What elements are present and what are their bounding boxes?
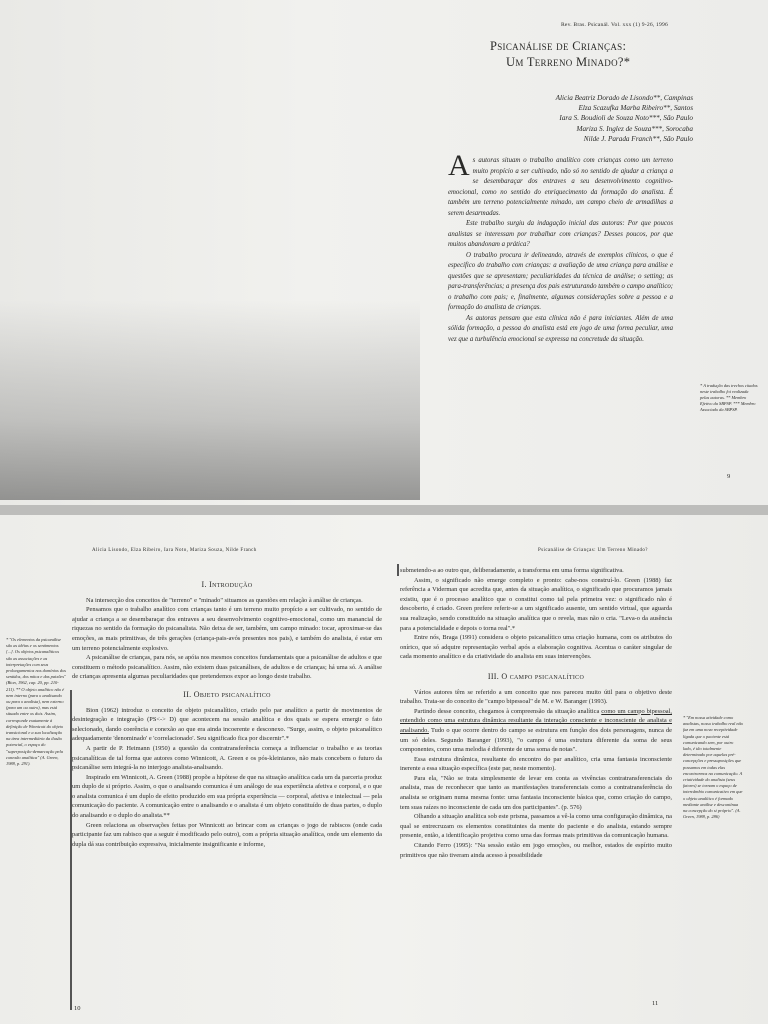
author-4: Mariza S. Inglez de Souza***, Sorocaba <box>576 124 693 133</box>
paragraph: Inspirado em Winnicott, A. Green (1988) propõe a hipótese de que na situação analítica cada um da parceria produz um duplo de si próprio. Assim, o que o analisando comunica é um análogo de sua experiência afetiva e corporal, e o que o analista comunica é um duplo de efeito produzido em sua própria experiência — corporal, afetiva e intelectual — pela comunicação do paciente. A comunicação entre o analisando e o analista é um objeto constituído de duas partes, o duplo do analisando e o duplo do analista.** <box>72 773 382 820</box>
title-line-1: Psicanálise de Crianças: <box>490 39 627 53</box>
paragraph: Na intersecção dos conceitos de "terreno" e "minado" situamos as questões em relação à análise de crianças. <box>86 596 363 604</box>
abstract-paragraph-3: O trabalho procura ir delineando, através de exemplos clínicos, o que é específico do trabalho com crianças: a avaliação de uma criança para análise e questões que se apresentam; peculiaridades da técnica de análise; o setting; as para-transferências; a presença dos pais estruturando também o campo analítico; o trabalho com pais; e, finalmente, algumas considerações sobre a pessoa e a formação do analista de crianças. <box>448 251 673 311</box>
paragraph: Citando Ferro (1995): "Na sessão estão em jogo emoções, ou melhor, estados de espírito muito primitivos que não tiveram ainda acesso à possibilidade <box>400 842 672 859</box>
underlined-passage: como um campo bipessoal, entendido como uma estrutura dinâmica resultante da interação consciente e inconsciente de analista e analisando. <box>400 707 672 734</box>
abstract-paragraph-4: As autoras pensam que esta clínica não é para iniciantes. Além de uma sólida formação, a pessoa do analista está em jogo de uma forma peculiar, uma vez que a turbulência emocional se expressa na concretude da situação. <box>448 314 673 343</box>
page-number-left: 10 <box>74 1005 81 1012</box>
sidenote-left: * "Os elementos da psicanálise são as idéias e os sentimentos [...]. Os objetos psicanalíticos são as associações e as interpretações com seus prolongamentos nos domínios dos sentidos, dos mitos e das paixões" (Bion, 1962, cap. 20, pp. 210-211). ** O objeto analítico não é nem interno (para o analisando ou para o analista), nem externo (para um ou outro), mas está situado entre os dois. Assim, corresponde exatamente à definição de Winnicott do objeto transicional e a sua localização na área intermediária da ilusão potencial, o espaço do "superposição-demarcação pela conexão analítica" (A. Green, 1988, p. 291). <box>6 637 66 767</box>
author-1: Alicia Beatriz Dorado de Lisondo**, Campinas <box>555 94 693 102</box>
author-3: Iara S. Boudioli de Souza Noto***, São Paulo <box>559 114 693 123</box>
paragraph: A psicanálise de crianças, para nós, se apóia nos mesmos conceitos fundamentais que a psicanálise de adultos e que constituem o método psicanalítico. Assim, não existem duas psicanálises, de adultos e de crianças; há uma só. A análise de crianças apresenta algumas peculiaridades que pretendemos expor ao longo deste trabalho. <box>72 654 382 681</box>
left-column <box>72 578 382 849</box>
running-head-left: Alicia Lisondo, Elza Ribeiro, Iara Noto, Mariza Souza, Nilde Franch <box>92 548 257 553</box>
title-line-2: Um Terreno Minado?* <box>506 55 631 69</box>
paragraph: Entre nós, Braga (1991) considera o objeto psicanalítico uma criação humana, com os atributos do onírico, que só adquire representação verbal após a elaboração cognitiva. Acentua o caráter singular de cada momento analítico e da criatividade do analista em suas intervenções. <box>400 634 672 661</box>
abstract <box>448 149 673 345</box>
section-heading-psychoanalytic-object: II. Objeto psicanalítico <box>183 689 271 699</box>
right-column <box>400 566 672 860</box>
paragraph: Bion (1962) introduz o conceito de objeto psicanalítico, criado pelo par analítico a partir de movimentos de desintegração e integração (PS<-> D) que acontecem na sessão analítica e dos quais se espera emergir o fato selecionado, dando coerência e conexão ao que era ainda incoerente e desconexo. "Surge, assim, o objeto psicanalítico adequadamente 'denominado' e 'correlacionado'. Seu significado fica por discernir".* <box>72 706 382 743</box>
page-number-right: 11 <box>652 1000 659 1007</box>
page-number: 9 <box>727 473 731 480</box>
section-heading-introduction: I. Introdução <box>201 580 253 589</box>
section-heading-psychoanalytic-field: III. O campo psicanalítico <box>487 671 585 681</box>
paragraph: Assim, o significado não emerge completo e pronto: cabe-nos construí-lo. Green (1988) faz referência a Viderman que acredita que, antes da situação analítica, o significado que procuramos jamais existiu, que é o processo analítico que o constitui como tal pela primeira vez: o significado não é descoberto, é criado. Green prefere referir-se a um significado ausente, um sentido virtual, que aguarda sua realização, sendo constituído na situação analítica que o revela, mas não o cria. "Leva-o da ausência para a potencialidade e depois o torna real".* <box>400 576 672 632</box>
author-5: Nilde J. Parada Franch**, São Paulo <box>583 134 693 143</box>
paragraph: submetendo-a ao outro que, deliberadamente, a transforma em uma forma significativa. <box>400 567 624 574</box>
journal-header: Rev. Bras. Psicanál. Vol. xxx (1) 9-26, 1996 <box>560 22 668 28</box>
drop-cap: A <box>448 149 470 182</box>
running-head-right: Psicanálise de Crianças: Um Terreno Minado? <box>538 548 648 553</box>
paragraph: Olhando a situação analítica sob este prisma, passamos a vê-la como uma configuração dinâmica, na qual se entrecruzam os elementos constituintes da mente do paciente e do analista, estando sempre presente, então, a identificação projetiva como uma das formas mais primitivas da comunicação humana. <box>400 813 672 840</box>
sidenote-right: * "Em nossa atividade como analistas, nosso trabalho real não faz em uma nova receptividade ligada que o paciente está comunicando sem, por outro lado, é tão totalmente determinado por aquelas pré-concepções e pressuposições que possamos em todas elas encontrarmos na comunicação. A criatividade do analista (seus fatores) se tornam o espaço de intercâmbio comunicativo em que o objeto analítico é formado mediante análise e descontínua na concepção do si próprio". (A. Green, 1988, p. 286) <box>683 715 743 820</box>
paragraph: Vários autores têm se referido a um conceito que nos pareceu muito útil para o objetivo deste trabalho. Trata-se do conceito de "campo bipessoal" de M. e W. Baranger (1993). <box>400 688 672 706</box>
paragraph: Pensamos que o trabalho analítico com crianças tanto é um terreno muito propício a ser cultivado, no sentido de ajudar a criança a se desembaraçar dos entraves a seu desenvolvimento cognitivo-emocional, como um manancial de riquezas no sentido da formação do psicanalista. Não deixa de ser, também, um campo minado: tocar, aproximar-se das emoções, as mais primitivas, de três gerações (criança-pais-avós presentes nos pais), e também do analista, é estar em um terreno potencialmente explosivo. <box>72 606 382 652</box>
paragraph-underlined: Partindo desse conceito, chegamos à compreensão da situação analítica como um campo bipessoal, entendido como uma estrutura dinâmica resultante da interação consciente e inconsciente de analista e analisando. Tudo o que ocorre dentro do campo se estrutura em função dos dois personagens, nunca de um só deles. Segundo Baranger (1993), "o campo é uma estrutura diferente da soma de seus componentes, como uma melodia é diferente de uma soma de notas". <box>400 707 672 754</box>
author-2: Elza Scazufka Marba Ribeiro**, Santos <box>578 104 693 113</box>
abstract-paragraph-1: As autoras situam o trabalho analítico com crianças como um terreno muito propício a ser cultivado, não só no sentido de ajudar a criança a se desembaraçar dos entraves a seu desenvolvimento cognitivo-emocional, como no sentido do enriquecimento da formação do analista. É também um terreno potencialmente minado, um campo cheio de armadilhas a serem desarmadas. <box>448 149 673 217</box>
author-list <box>393 93 693 144</box>
paragraph: Para ela, "Não se trata simplesmente de levar em conta as vivências contratransferenciais do analista, mas de reconhecer que tanto as manifestações transferenciais como a contratransferência do analista se originam numa mesma fonte: uma fantasia inconsciente básica que, como criação do campo, tem suas raízes no inconsciente de cada um dos participantes". (p. 576) <box>400 774 672 811</box>
abstract-paragraph-2: Este trabalho surgiu da indagação inicial das autoras: Por que poucos analistas se interessam por trabalhar com crianças? Desses poucos, por que muitos abandonam a prática? <box>448 220 673 248</box>
article-title <box>490 38 720 70</box>
paragraph: Essa estrutura dinâmica, resultante do encontro do par analítico, cria uma fantasia inconsciente inerente a essa situação específica (este par, neste momento). <box>400 755 672 773</box>
margin-marker-right <box>397 564 399 576</box>
footnote-side: * A tradução das trechos citados neste trabalho foi realizada pelas autoras. ** Membro Efetivo da SBPSP. *** Membro Associado da SBPSP. <box>700 383 758 412</box>
paragraph: Green relaciona as observações feitas por Winnicott ao brincar com as crianças o jogo de rabiscos (onde cada participante faz um rabisco que a seguir é modificado pelo outro), com a própria situação analítica, onde um elemento da dupla dá sua contribuição expressiva, inicialmente insignificante e informe, <box>72 821 382 848</box>
margin-marker-left <box>70 690 72 1010</box>
scan-shadow <box>0 300 420 500</box>
paragraph: A partir de P. Heimann (1950) a questão da contratransferência começa a influenciar o trabalho e as teorias psicanalíticas de tal forma que autores como Winnicott, A. Green e os pós-kleinianos, não mais concebem o futuro da psicanálise sem integrá-la no interjogo analista-analisando. <box>72 744 382 772</box>
top-page <box>0 0 768 505</box>
